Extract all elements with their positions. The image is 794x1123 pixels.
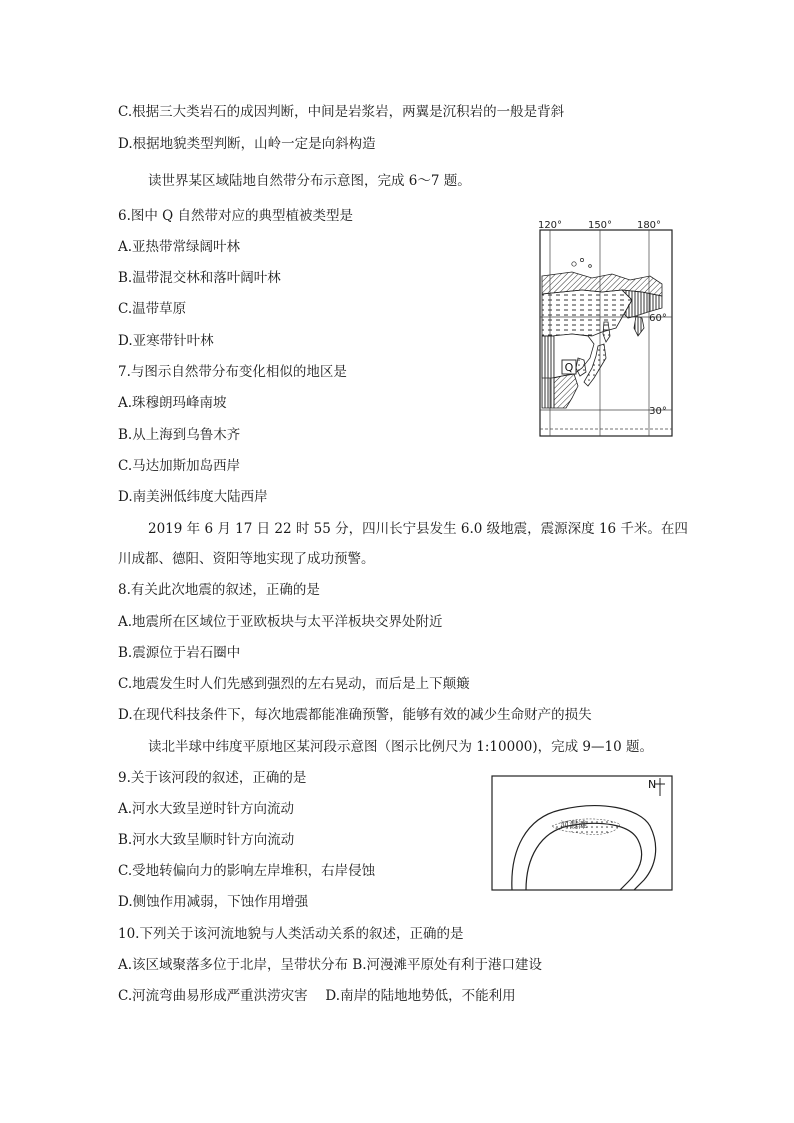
q8-option-b: B.震源位于岩石圈中 xyxy=(118,645,241,661)
q7-option-c: C.马达加斯加岛西岸 xyxy=(118,458,241,474)
question-8: 8.有关此次地震的叙述，正确的是 xyxy=(118,582,320,598)
q6-option-c: C.温带草原 xyxy=(118,301,187,317)
natural-zone-map-svg xyxy=(532,218,682,440)
tick-lon-120: 120° xyxy=(537,220,563,231)
q6-option-d: D.亚寒带针叶林 xyxy=(118,333,214,349)
q6-option-a: A.亚热带常绿阔叶林 xyxy=(118,239,241,255)
floodplain-label: 河漫滩 xyxy=(560,821,588,831)
q6-option-b: B.温带混交林和落叶阔叶林 xyxy=(118,270,281,286)
question-7: 7.与图示自然带分布变化相似的地区是 xyxy=(118,364,347,380)
q5-option-d: D.根据地貌类型判断，山岭一定是向斜构造 xyxy=(118,136,376,152)
intro-8-line-2: 川成都、德阳、资阳等地实现了成功预警。 xyxy=(118,551,375,567)
zone-q-label: Q xyxy=(564,361,574,374)
q7-option-a: A.珠穆朗玛峰南坡 xyxy=(118,395,227,411)
q9-option-b: B.河水大致呈顺时针方向流动 xyxy=(118,832,295,848)
tick-lat-30: 30° xyxy=(649,406,667,417)
river-section-map xyxy=(490,770,676,892)
intro-9-10: 读北半球中纬度平原地区某河段示意图（图示比例尺为 1:10000)，完成 9—10 题。 xyxy=(148,739,653,755)
river-section-map-svg xyxy=(490,770,676,892)
q9-option-c: C.受地转偏向力的影响左岸堆积，右岸侵蚀 xyxy=(118,863,376,879)
grassland-strip xyxy=(542,336,554,408)
north-label: N xyxy=(648,778,657,791)
q8-option-d: D.在现代科技条件下，每次地震都能准确预警，能够有效的减少生命财产的损失 xyxy=(118,707,592,723)
intro-6-7: 读世界某区域陆地自然带分布示意图，完成 6～7 题。 xyxy=(148,173,471,189)
tick-lon-180: 180° xyxy=(636,220,662,231)
arctic-island-2 xyxy=(580,258,583,261)
q9-option-d: D.侧蚀作用减弱，下蚀作用增强 xyxy=(118,894,309,910)
arctic-island-3 xyxy=(589,265,592,268)
q8-option-a: A.地震所在区域位于亚欧板块与太平洋板块交界处附近 xyxy=(118,614,443,630)
q5-option-c: C.根据三大类岩石的成因判断，中间是岩浆岩，两翼是沉积岩的一般是背斜 xyxy=(118,104,565,120)
q7-option-b: B.从上海到乌鲁木齐 xyxy=(118,427,241,443)
q7-option-d: D.南美洲低纬度大陆西岸 xyxy=(118,489,268,505)
q8-option-c: C.地震发生时人们先感到强烈的左右晃动，而后是上下颠簸 xyxy=(118,676,470,692)
natural-zone-map xyxy=(532,218,682,440)
tick-lon-150: 150° xyxy=(587,220,613,231)
intro-8-line-1: 2019 年 6 月 17 日 22 时 55 分，四川长宁县发生 6.0 级地震，震源深度 16 千米。在四 xyxy=(148,521,688,537)
q10-options-a-b: A.该区域聚落多位于北岸，呈带状分布 B.河漫滩平原处有利于港口建设 xyxy=(118,957,543,973)
arctic-island-1 xyxy=(572,262,576,266)
question-10: 10.下列关于该河流地貌与人类活动关系的叙述，正确的是 xyxy=(118,926,464,942)
q10-options-c-d: C.河流弯曲易形成严重洪涝灾害 D.南岸的陆地地势低，不能利用 xyxy=(118,988,516,1004)
question-6: 6.图中 Q 自然带对应的典型植被类型是 xyxy=(118,208,354,224)
q9-option-a: A.河水大致呈逆时针方向流动 xyxy=(118,801,295,817)
tick-lat-60: 60° xyxy=(649,313,667,324)
question-9: 9.关于该河段的叙述，正确的是 xyxy=(118,770,307,786)
